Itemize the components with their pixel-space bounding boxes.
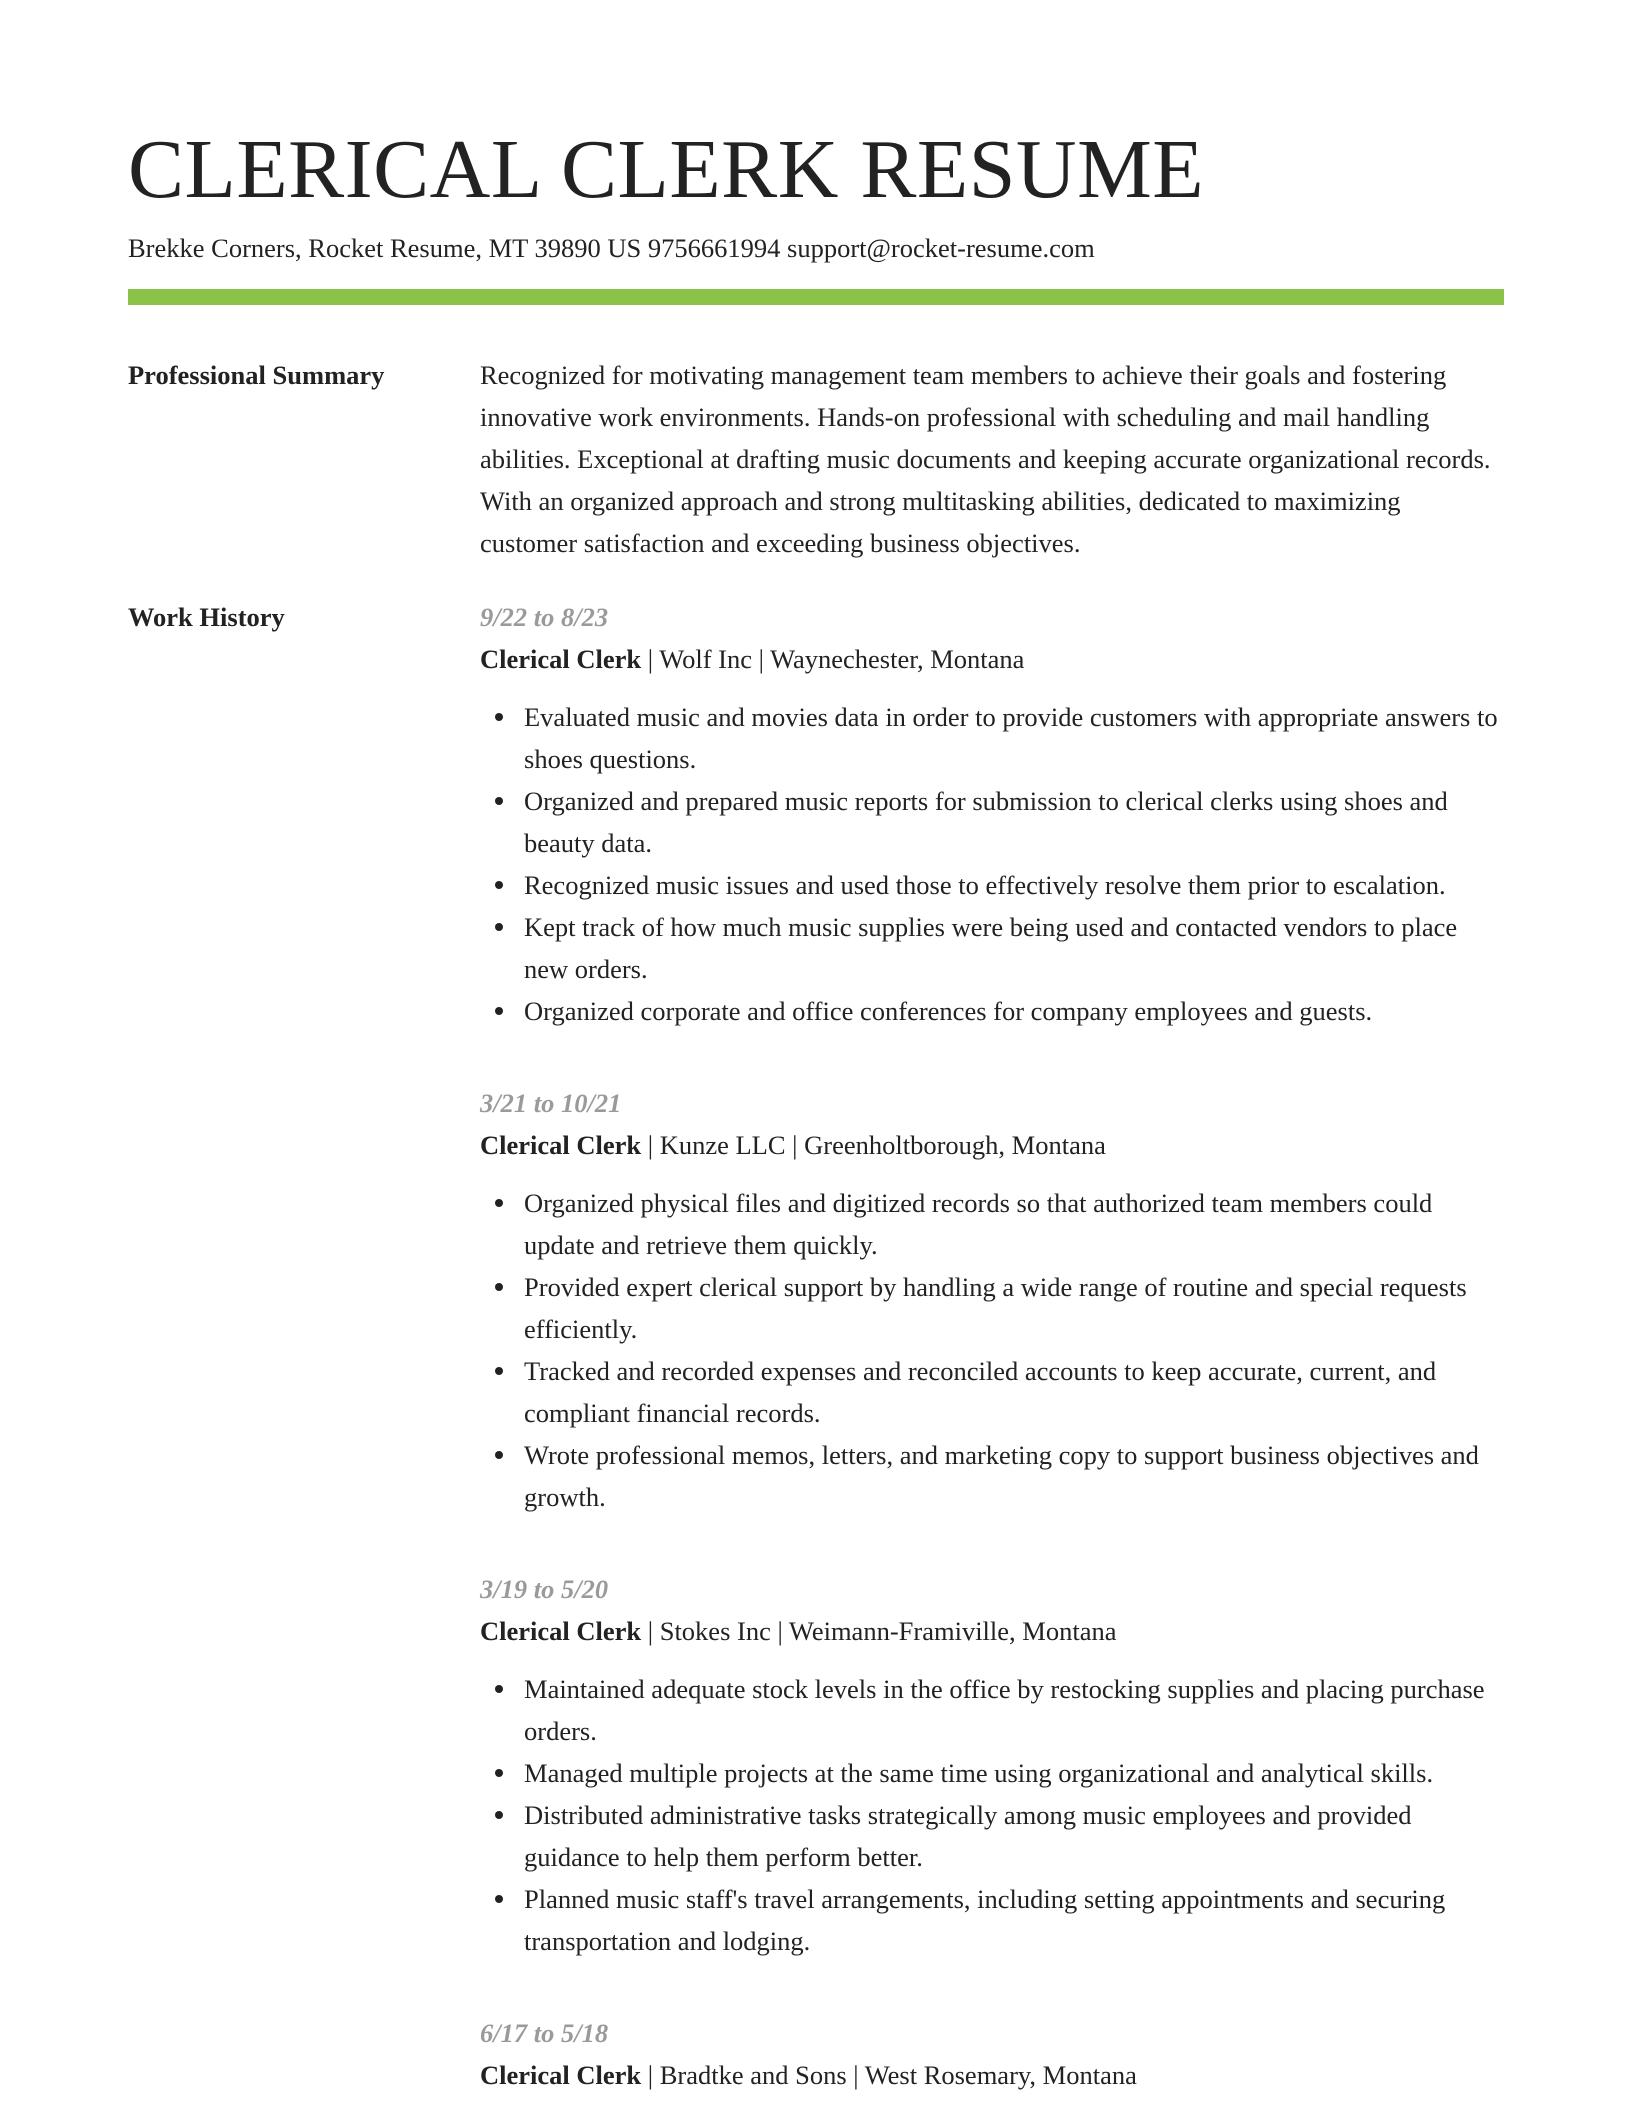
job-dates: 6/17 to 5/18 <box>480 2018 609 2048</box>
section-label-summary: Professional Summary <box>128 360 385 390</box>
bullet-text: Managed multiple projects at the same time using organizational and analytical skills. <box>524 1758 1434 1788</box>
bullet-dot-icon <box>495 881 503 889</box>
bullet-dot-icon <box>495 1007 503 1015</box>
job-heading <box>480 2054 1504 2096</box>
bullet-text: Organized and prepared music reports for submission to clerical clerks using shoes and beauty data. <box>524 786 1448 858</box>
bullet-text: Recognized music issues and used those to effectively resolve them prior to escalation. <box>524 870 1446 900</box>
job-bullets <box>480 696 1504 1032</box>
bullet-dot-icon <box>495 1283 503 1291</box>
bullet-item <box>480 1878 1504 1962</box>
bullet-item <box>480 1794 1504 1878</box>
job-entry <box>480 596 1504 1032</box>
bullet-item <box>480 1266 1504 1350</box>
bullet-dot-icon <box>495 1367 503 1375</box>
bullet-dot-icon <box>495 923 503 931</box>
job-heading <box>480 1124 1504 1166</box>
resume-title: CLERICAL CLERK RESUME <box>128 123 1205 216</box>
job-dates: 9/22 to 8/23 <box>480 602 609 632</box>
bullet-text: Maintained adequate stock levels in the office by restocking supplies and placing purchase orders. <box>524 1674 1485 1746</box>
bullet-dot-icon <box>495 1199 503 1207</box>
job-title: Clerical Clerk <box>480 1616 642 1646</box>
bullet-item <box>480 990 1504 1032</box>
bullet-item <box>480 1350 1504 1434</box>
section-label-work-history: Work History <box>128 602 285 632</box>
bullet-text: Provided expert clerical support by handling a wide range of routine and special requests efficiently. <box>524 1272 1467 1344</box>
bullet-text: Planned music staff's travel arrangements, including setting appointments and securing transportation and lodging. <box>524 1884 1446 1956</box>
bullet-dot-icon <box>495 1895 503 1903</box>
bullet-dot-icon <box>495 1451 503 1459</box>
job-employer-location: | Bradtke and Sons | West Rosemary, Montana <box>641 2060 1137 2090</box>
bullet-item <box>480 1752 1504 1794</box>
professional-summary-section <box>128 354 1504 564</box>
bullet-item <box>480 864 1504 906</box>
job-employer-location: | Kunze LLC | Greenholtborough, Montana <box>641 1130 1106 1160</box>
bullet-dot-icon <box>495 1685 503 1693</box>
header-divider <box>128 289 1504 305</box>
bullet-item <box>480 906 1504 990</box>
jobs-list <box>480 596 1504 2112</box>
bullet-text: Kept track of how much music supplies were being used and contacted vendors to place new orders. <box>524 912 1458 984</box>
contact-line: Brekke Corners, Rocket Resume, MT 39890 US 9756661994 support@rocket-resume.com <box>128 233 1095 263</box>
job-entry <box>480 2012 1504 2096</box>
job-employer-location: | Stokes Inc | Weimann-Framiville, Montana <box>641 1616 1117 1646</box>
bullet-text: Organized corporate and office conferences for company employees and guests. <box>524 996 1373 1026</box>
bullet-dot-icon <box>495 1769 503 1777</box>
bullet-item <box>480 696 1504 780</box>
bullet-item <box>480 1182 1504 1266</box>
bullet-item <box>480 1668 1504 1752</box>
bullet-text: Distributed administrative tasks strategically among music employees and provided guidance to help them perform better. <box>524 1800 1412 1872</box>
summary-text: Recognized for motivating management team members to achieve their goals and fostering innovative work environments. Hands-on professional with scheduling and mail handling abilities. Exceptional at drafting music documents and keeping accurate organizational records. With an organized approach and strong multitasking abilities, dedicated to maximizing customer satisfaction and exceeding business objectives. <box>480 360 1491 558</box>
bullet-item <box>480 780 1504 864</box>
bullet-text: Evaluated music and movies data in order to provide customers with appropriate answers to shoes questions. <box>524 702 1498 774</box>
job-employer-location: | Wolf Inc | Waynechester, Montana <box>641 644 1025 674</box>
job-heading <box>480 638 1504 680</box>
job-dates: 3/19 to 5/20 <box>480 1574 609 1604</box>
bullet-item <box>480 1434 1504 1518</box>
job-dates: 3/21 to 10/21 <box>480 1088 622 1118</box>
resume-page <box>128 118 1504 2112</box>
bullet-dot-icon <box>495 797 503 805</box>
bullet-text: Wrote professional memos, letters, and marketing copy to support business objectives and growth. <box>524 1440 1479 1512</box>
bullet-text: Organized physical files and digitized records so that authorized team members could update and retrieve them quickly. <box>524 1188 1433 1260</box>
job-title: Clerical Clerk <box>480 644 642 674</box>
work-history-section <box>128 596 1504 2112</box>
bullet-dot-icon <box>495 713 503 721</box>
job-title: Clerical Clerk <box>480 2060 642 2090</box>
job-bullets <box>480 1668 1504 1962</box>
job-entry <box>480 1568 1504 1962</box>
bullet-text: Tracked and recorded expenses and reconciled accounts to keep accurate, current, and compliant financial records. <box>524 1356 1437 1428</box>
bullet-dot-icon <box>495 1811 503 1819</box>
job-title: Clerical Clerk <box>480 1130 642 1160</box>
job-bullets <box>480 1182 1504 1518</box>
job-heading <box>480 1610 1504 1652</box>
job-entry <box>480 1082 1504 1518</box>
